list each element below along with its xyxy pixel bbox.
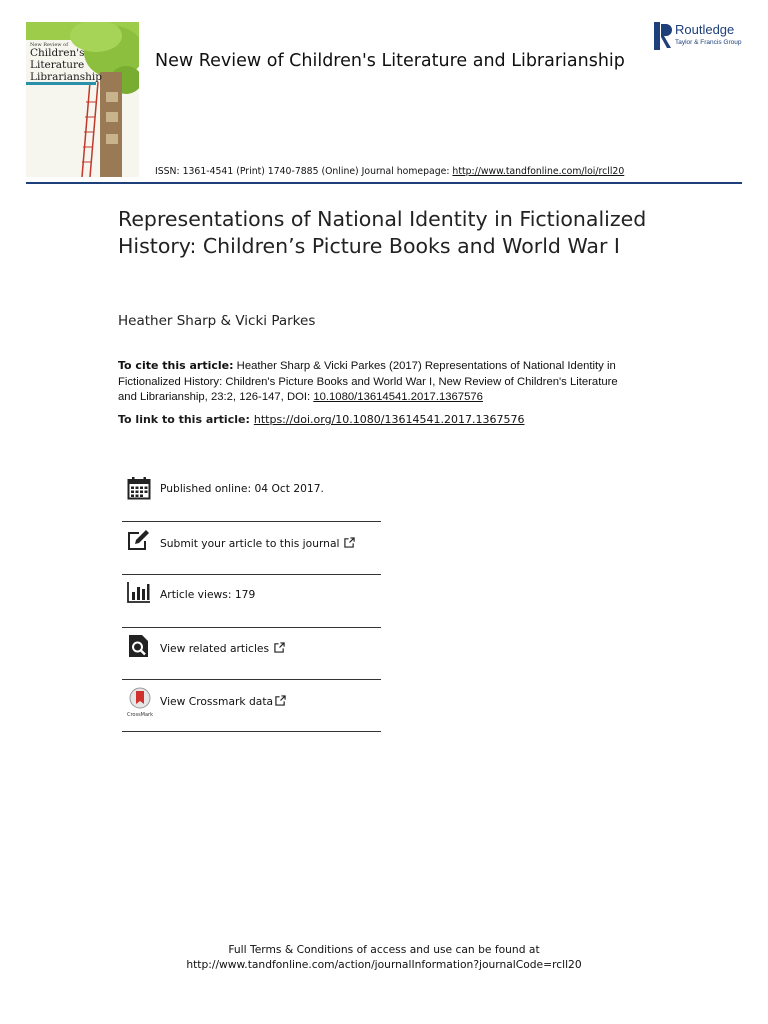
footer-line1: Full Terms & Conditions of access and use can be found at bbox=[228, 943, 540, 956]
journal-title: New Review of Children's Literature and Librarianship bbox=[155, 51, 625, 71]
info-divider bbox=[122, 627, 381, 628]
publisher-name: Routledge bbox=[675, 22, 735, 37]
link-label: To link to this article: bbox=[118, 413, 250, 426]
footer-terms bbox=[0, 942, 768, 972]
edit-icon bbox=[127, 529, 151, 553]
submit-article-row[interactable] bbox=[122, 527, 381, 579]
article-doi-link[interactable]: https://doi.org/10.1080/13614541.2017.1367576 bbox=[253, 413, 525, 426]
article-title: Representations of National Identity in Fictionalized History: Children’s Picture Books and World War I bbox=[118, 207, 647, 258]
calendar-icon bbox=[127, 476, 151, 500]
article-views-row bbox=[122, 578, 381, 630]
published-online-text: Published online: 04 Oct 2017. bbox=[160, 482, 324, 495]
external-link-icon bbox=[344, 537, 355, 548]
crossmark-badge-label: CrossMark bbox=[126, 712, 154, 717]
crossmark-label: View Crossmark data bbox=[160, 695, 274, 708]
journal-homepage-link[interactable]: http://www.tandfonline.com/loi/rcll20 bbox=[452, 166, 625, 177]
issn-line bbox=[155, 166, 624, 177]
bar-chart-icon bbox=[127, 580, 151, 604]
citation-block bbox=[118, 358, 638, 406]
cover-line1: New Review of bbox=[30, 42, 69, 48]
info-divider bbox=[122, 521, 381, 522]
related-articles-link[interactable] bbox=[160, 642, 285, 655]
cite-doi-link[interactable]: 10.1080/13614541.2017.1367576 bbox=[313, 391, 483, 403]
footer-terms-link[interactable]: http://www.tandfonline.com/action/journalInformation?journalCode=rcll20 bbox=[186, 958, 582, 971]
published-online-row bbox=[122, 472, 381, 524]
crossmark-icon bbox=[126, 687, 154, 717]
crossmark-row[interactable] bbox=[122, 685, 381, 737]
search-document-icon bbox=[127, 634, 151, 658]
publisher-subtitle: Taylor & Francis Group bbox=[675, 39, 742, 46]
cover-line4: Librarianship bbox=[30, 71, 102, 83]
article-views-text: Article views: 179 bbox=[160, 588, 256, 601]
article-authors: Heather Sharp & Vicki Parkes bbox=[118, 313, 316, 329]
routledge-logo-icon bbox=[654, 22, 672, 50]
crossmark-link[interactable] bbox=[160, 695, 286, 708]
related-articles-row[interactable] bbox=[122, 632, 381, 684]
publisher-logo bbox=[654, 22, 746, 50]
info-divider bbox=[122, 574, 381, 575]
cover-line3: Literature bbox=[30, 59, 85, 71]
cover-line2: Children's bbox=[30, 47, 85, 59]
external-link-icon bbox=[275, 695, 286, 706]
header-divider bbox=[26, 182, 742, 184]
external-link-icon bbox=[274, 642, 285, 653]
related-articles-label: View related articles bbox=[160, 642, 270, 655]
issn-text: ISSN: 1361-4541 (Print) 1740-7885 (Online) Journal homepage: bbox=[155, 166, 453, 177]
info-divider bbox=[122, 679, 381, 680]
article-link-line bbox=[118, 413, 524, 426]
journal-cover-image[interactable] bbox=[26, 22, 139, 177]
submit-article-label: Submit your article to this journal bbox=[160, 537, 340, 550]
cite-label: To cite this article: bbox=[118, 359, 234, 372]
cite-text: Heather Sharp & Vicki Parkes (2017) Representations of National Identity in Fictionalized History: Children's Picture Books and World War I, New Review of Children's Literature and Librarianship, 23:2, 126-147, DOI: bbox=[118, 360, 618, 403]
submit-article-link[interactable] bbox=[160, 537, 355, 550]
info-divider bbox=[122, 731, 381, 732]
